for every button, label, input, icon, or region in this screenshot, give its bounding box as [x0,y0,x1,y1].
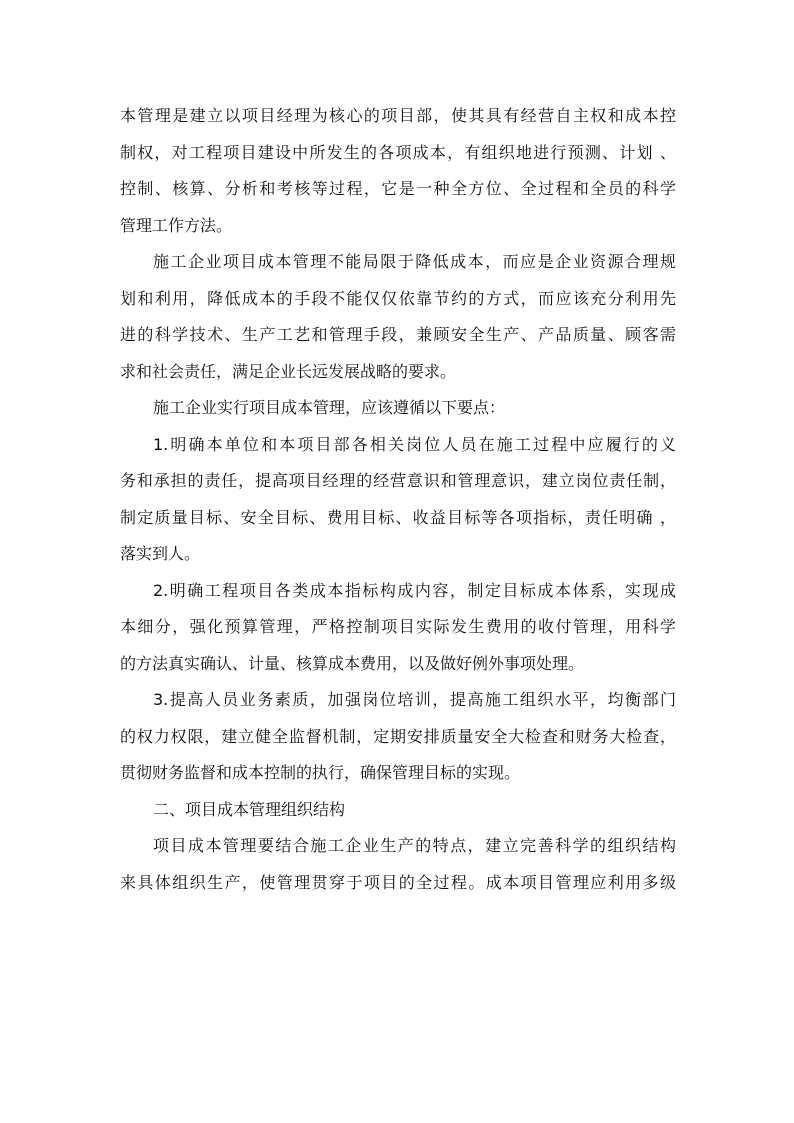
list-item-line: 3.提高人员业务素质，加强岗位培训，提高施工组织水平，均衡部门 [153,690,676,709]
paragraph-line: 施工企业项目成本管理不能局限于降低成本，而应是企业资源合理规 [153,252,676,271]
paragraph-line: 控制、核算、分析和考核等过程，它是一种全方位、全过程和全员的科学 [120,179,676,198]
section-heading: 二、项目成本管理组织结构 [153,799,346,819]
list-item-line: 落实到人。 [120,544,201,563]
paragraph-line: 施工企业实行项目成本管理，应该遵循以下要点： [153,398,506,417]
list-item-line: 的方法真实确认、计量、核算成本费用，以及做好例外事项处理。 [120,653,585,673]
paragraph-line: 求和社会责任，满足企业长远发展战略的要求。 [120,361,457,381]
paragraph-line: 管理工作方法。 [120,215,233,235]
paragraph-line: 进的科学技术、生产工艺和管理手段，兼顾安全生产、产品质量、顾客需 [120,325,676,344]
list-item-line: 1.明确本单位和本项目部各相关岗位人员在施工过程中应履行的义 [153,434,676,454]
list-item-line: 本细分，强化预算管理，严格控制项目实际发生费用的收付管理，用科学 [120,617,676,636]
document-body [120,98,676,901]
paragraph-line: 本管理是建立以项目经理为核心的项目部，使其具有经营自主权和成本控 [120,106,676,125]
list-item-line: 2.明确工程项目各类成本指标构成内容，制定目标成本体系，实现成 [153,580,676,600]
paragraph-line: 来具体组织生产，使管理贯穿于项目的全过程。成本项目管理应利用多级 [120,872,676,892]
list-item-line: 贯彻财务监督和成本控制的执行，确保管理目标的实现。 [120,763,521,782]
list-item-line: 制定质量目标、安全目标、费用目标、收益目标等各项指标，责任明确 ， [120,507,676,527]
paragraph-line: 制权，对工程项目建设中所发生的各项成本，有组织地进行预测、计划 、 [120,142,676,162]
list-item-line: 的权力权限，建立健全监督机制，定期安排质量安全大检查和财务大检查， [120,726,676,746]
paragraph-line: 项目成本管理要结合施工企业生产的特点，建立完善科学的组织结构 [153,836,676,855]
list-item-line: 务和承担的责任，提高项目经理的经营意识和管理意识，建立岗位责任制， [120,471,676,490]
paragraph-line: 划和利用，降低成本的手段不能仅仅依靠节约的方式，而应该充分利用先 [120,288,676,308]
